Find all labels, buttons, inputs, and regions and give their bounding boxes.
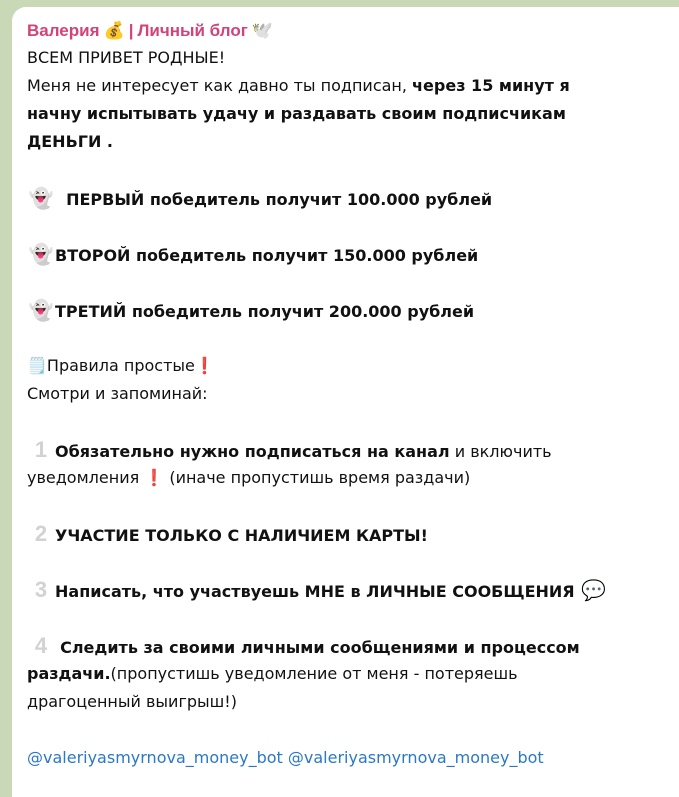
channel-title[interactable]: Личный блог <box>137 21 248 40</box>
ghost-icon: 👻 <box>28 186 54 210</box>
intro-line-3: ДЕНЬГИ . <box>27 132 113 151</box>
dove-icon: 🕊️ <box>251 21 273 40</box>
message-text <box>27 44 679 772</box>
notepad-icon: 🗒️ <box>27 356 47 375</box>
header-separator: | <box>128 21 134 40</box>
intro-bold-text-1: через 15 минут я <box>412 76 570 95</box>
rule-3-line <box>27 576 679 604</box>
bot-links[interactable]: @valeriyasmyrnova_money_bot @valeriyasmyrnova_money_bot <box>27 748 544 767</box>
remember-line: Смотри и запоминай: <box>27 384 208 403</box>
rule-3-text: Написать, что участвуешь МНЕ в ЛИЧНЫЕ СООБЩЕНИЯ <box>55 582 575 601</box>
prize-1-text: ПЕРВЫЙ победитель получит 100.000 рублей <box>66 190 493 209</box>
rule-1-notifications-text: уведомления <box>27 468 145 487</box>
intro-regular-text: Меня не интересует как давно ты подписан, <box>27 76 413 95</box>
exclamation-icon: ❗ <box>144 468 165 487</box>
keycap-2-icon: 2 <box>34 521 48 546</box>
keycap-1-icon: 1 <box>34 437 48 462</box>
rule-4-line-3: драгоценный выигрыш!) <box>27 692 237 711</box>
rule-4-line-2 <box>27 660 679 688</box>
message-bubble <box>12 7 679 797</box>
rule-4-line-1 <box>27 632 679 660</box>
prize-2-text: ВТОРОЙ победитель получит 150.000 рублей <box>55 246 479 265</box>
message-header <box>27 18 679 44</box>
rules-title: Правила простые <box>46 356 195 375</box>
rule-1-note-text: (иначе пропустишь время раздачи) <box>164 468 471 487</box>
rules-title-line <box>27 352 679 380</box>
money-bag-icon: 💰 <box>103 21 125 40</box>
ghost-icon: 👻 <box>28 298 54 322</box>
rule-1-regular-text: и включить <box>449 442 552 461</box>
keycap-4-icon: 4 <box>34 633 48 658</box>
rule-1-line-2 <box>27 464 679 492</box>
prize-line-3 <box>27 296 679 324</box>
ghost-icon: 👻 <box>28 242 54 266</box>
rule-1-bold-text: Обязательно нужно подписаться на канал <box>55 442 450 461</box>
rule-2-text: УЧАСТИЕ ТОЛЬКО С НАЛИЧИЕМ КАРТЫ! <box>55 526 428 545</box>
prize-line-2 <box>27 240 679 268</box>
greeting-line: ВСЕМ ПРИВЕТ РОДНЫЕ! <box>27 48 226 67</box>
exclamation-icon: ❗ <box>194 356 215 375</box>
prize-line-1 <box>27 184 679 212</box>
rule-4-bold-text-2: раздачи. <box>27 664 111 683</box>
prize-3-text: ТРЕТИЙ победитель получит 200.000 рублей <box>55 302 475 321</box>
intro-line-2: начну испытывать удачу и раздавать своим подписчикам <box>27 104 566 123</box>
intro-line-1 <box>27 72 679 100</box>
speech-bubble-icon: 💬 <box>581 578 607 602</box>
rule-4-bold-text: Следить за своими личными сообщениями и процессом <box>60 638 580 657</box>
sender-name[interactable]: Валерия <box>27 21 100 40</box>
rule-1-line-1 <box>27 436 679 464</box>
rule-4-regular-text: (пропустишь уведомление от меня - потеряешь <box>110 664 518 683</box>
keycap-3-icon: 3 <box>34 577 48 602</box>
rule-2-line <box>27 520 679 548</box>
